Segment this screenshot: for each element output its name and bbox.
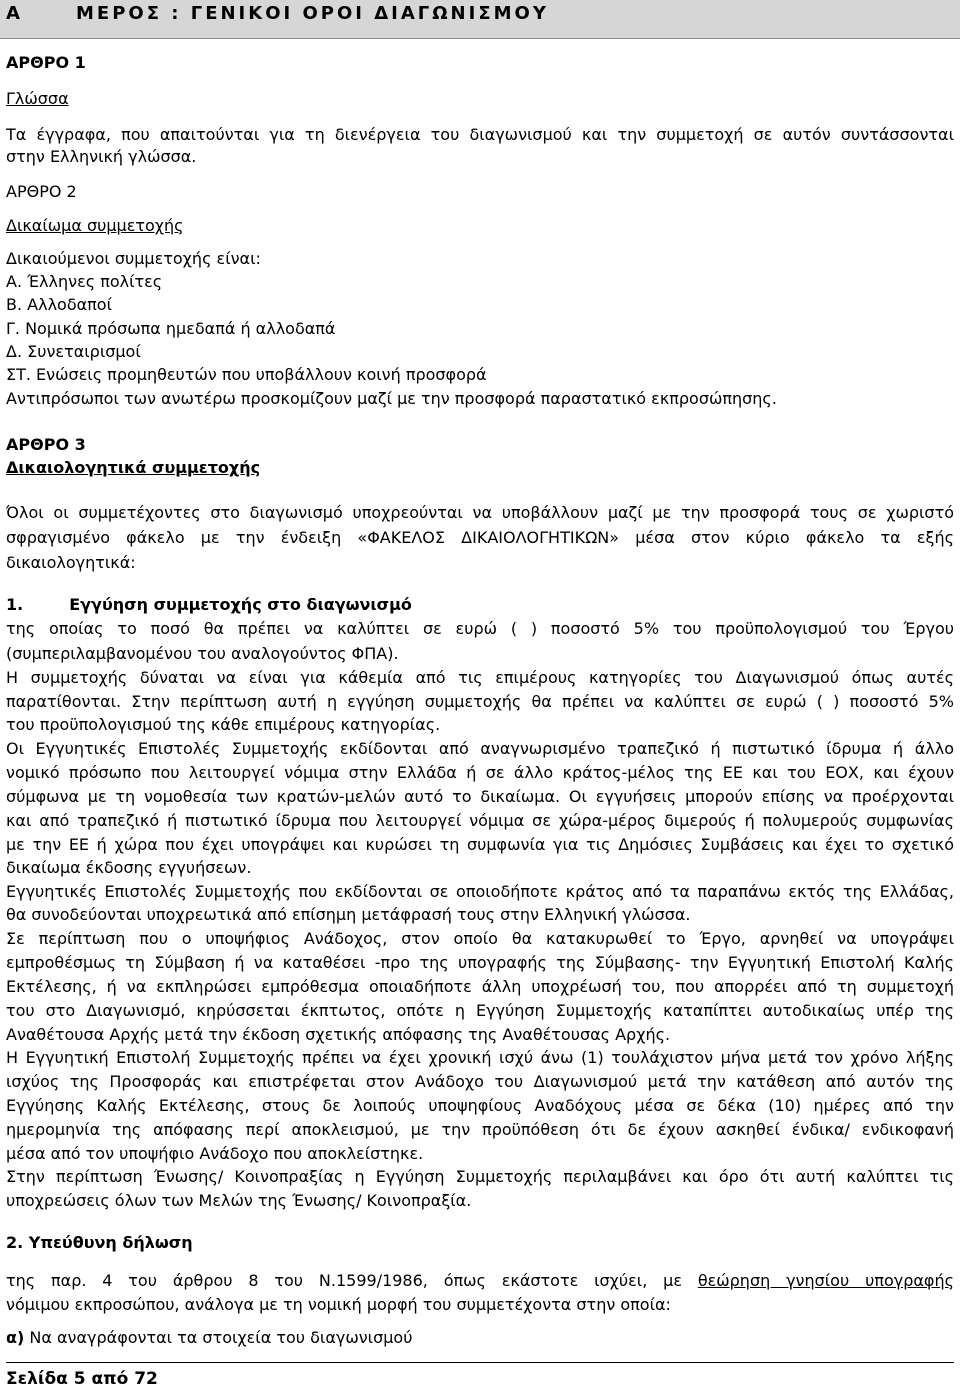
article-1-heading: ΑΡΘΡΟ 1 <box>6 53 86 72</box>
item-1-line: και από τραπεζικό ή πιστωτικό ίδρυμα που λειτουργεί νόμιμα σε χώρα-μέρος διμερούς ή πολυμερούς συμφωνίας <box>6 811 954 830</box>
article-2-heading: ΑΡΘΡΟ 2 <box>6 182 77 201</box>
article-1-line: Τα έγγραφα, που απαιτούνται για τη διενέργεια του διαγωνισμού και την συμμετοχή σε αυτόν συντάσσονται <box>6 125 954 144</box>
article-2-item: Α. Έλληνες πολίτες <box>6 272 163 291</box>
item-1-line: Η συμμετοχής δύναται να είναι για κάθεμία από τις επιμέρους κατηγορίες του Διαγωνισμού όπως αυτές <box>6 668 954 687</box>
subitem-text: Να αναγράφονται τα στοιχεία του διαγωνισμού <box>24 1328 413 1347</box>
item-1-line: μέσα από τον υποψήφιο Ανάδοχο που αποκλείστηκε. <box>6 1144 424 1163</box>
article-3-subtitle: Δικαιολογητικά συμμετοχής <box>6 458 261 477</box>
article-2-subtitle: Δικαίωμα συμμετοχής <box>6 216 184 235</box>
article-2-item: Αντιπρόσωποι των ανωτέρω προσκομίζουν μαζί με την προσφορά παραστατικό εκπροσώπησης. <box>6 389 777 408</box>
item-1-line: του στο Διαγωνισμό, κηρύσσεται έκπτωτος, οπότε η Εγγύηση Συμμετοχής καταπίπτει αυτοδικαίως υπέρ της <box>6 1001 954 1020</box>
item-2-subitem <box>6 1327 954 1349</box>
item-1-line: ημερομηνία της απόφασης περί αποκλεισμού, με την προϋπόθεση ότι δε έχουν ασκηθεί ένδικα/ ενδικοφανή <box>6 1120 954 1139</box>
item-1-heading <box>6 594 954 616</box>
article-1-line: στην Ελληνική γλώσσα. <box>6 147 197 166</box>
article-2-item: ΣΤ. Ενώσεις προμηθευτών που υποβάλλουν κοινή προσφορά <box>6 365 487 384</box>
item-1-line: δικαίωμα έκδοσης εγγυήσεων. <box>6 858 252 877</box>
article-3-intro-line: Όλοι οι συμμετέχοντες στο διαγωνισμό υποχρεούνται να υποβάλλουν μαζί με την προσφορά τους σε χωριστό <box>6 503 954 522</box>
item-1-line: της οποίας το ποσό θα πρέπει να καλύπτει σε ευρώ ( ) ποσοστό 5% του προϋπολογισμού του Έργου <box>6 619 954 638</box>
item-2-line-text: της παρ. 4 του άρθρου 8 του Ν.1599/1986, όπως εκάστοτε ισχύει, με <box>6 1271 698 1290</box>
article-2-item: Γ. Νομικά πρόσωπα ημεδαπά ή αλλοδαπά <box>6 319 336 338</box>
item-1-line: Εγγυητικές Επιστολές Συμμετοχής που εκδίδονται σε οποιοδήποτε κράτος από τα παραπάνω εκτός της Ελλάδας, <box>6 882 954 901</box>
item-1-line: νομικό πρόσωπο που λειτουργεί νόμιμα στην Ελλάδα ή σε άλλο κράτος-μέλος της ΕΕ και του ΕΟΧ, και έχουν <box>6 763 954 782</box>
item-1-line: θα συνοδεύονται υποχρεωτικά από επίσημη μετάφρασή τους στην Ελληνική γλώσσα. <box>6 905 691 924</box>
item-1-line: Αναθέτουσα Αρχής μετά την έκδοση σχετικής απόφασης της Αναθέτουσας Αρχής. <box>6 1025 671 1044</box>
item-1-line: Οι Εγγυητικές Επιστολές Συμμετοχής εκδίδονται από αναγνωρισμένο τραπεζικό ή πιστωτικό ίδρυμα ή άλλο <box>6 739 954 758</box>
item-1-line: Η Εγγυητική Επιστολή Συμμετοχής πρέπει να έχει χρονική ισχύ άνω (1) τουλάχιστον μήνα μετά τον χρόνο λήξης <box>6 1048 954 1067</box>
item-1-line: παρατίθονται. Στην περίπτωση αυτή η εγγύηση συμμετοχής θα πρέπει να καλύπτει σε ευρώ ( ) ποσοστό 5% <box>6 692 954 711</box>
item-2-heading: 2. Υπεύθυνη δήλωση <box>6 1233 193 1252</box>
item-1-line: υποχρεώσεις όλων των Μελών της Ένωσης/ Κοινοπραξία. <box>6 1191 472 1210</box>
item-1-line: Εκτέλεσης, ή να εκπληρώσει εμπρόθεσμα οποιαδήποτε άλλη υποχρέωσή του, που απορρέει από τη συμμετοχή <box>6 977 954 996</box>
item-2-line: νόμιμου εκπροσώπου, ανάλογα με τη νομική μορφή του συμμετέχοντα στην οποία: <box>6 1295 671 1314</box>
article-2-item: Β. Αλλοδαποί <box>6 295 112 314</box>
item-1-title: Εγγύηση συμμετοχής στο διαγωνισμό <box>69 595 412 614</box>
item-1-line: ισχύος της Προσφοράς και επιστρέφεται στον Ανάδοχο του Διαγωνισμού μετά την κατάθεση από αυτόν της <box>6 1072 954 1091</box>
item-1-line: Σε περίπτωση που ο υποψήφιος Ανάδοχος, στον οποίο θα κατακυρωθεί το Έργο, αρνηθεί να υπογράψει <box>6 929 954 948</box>
subitem-label: α) <box>6 1328 25 1347</box>
part-header-band <box>0 0 960 39</box>
item-1-line: Στην περίπτωση Ένωσης/ Κοινοπραξίας η Εγγύηση Συμμετοχής περιλαμβάνει και όρο ότι αυτή καλύπτει τις <box>6 1167 954 1186</box>
item-1-line: (συμπεριλαμβανομένου του αναλογούντος ΦΠΑ). <box>6 644 399 663</box>
article-3-intro-line: σφραγισμένο φάκελο με την ένδειξη «ΦΑΚΕΛΟΣ ΔΙΚΑΙΟΛΟΓΗΤΙΚΩΝ» μέσα στον κύριο φάκελο τα εξής <box>6 528 954 547</box>
item-1-line: με την ΕΕ ή χώρα που έχει υπογράψει και κυρώσει τη συμφωνία για τις Δημόσιες Συμβάσεις και έχει το σχετικό <box>6 835 954 854</box>
page-number: Σελίδα 5 από 72 <box>6 1369 158 1389</box>
footer-rule <box>6 1362 954 1363</box>
item-1-line: εμπροθέσμως τη Σύμβαση ή να καταθέσει -προ της υπογραφής της Σύμβασης- την Εγγυητική Επιστολή Καλής <box>6 953 954 972</box>
article-2-intro: Δικαιούμενοι συμμετοχής είναι: <box>6 249 261 268</box>
article-3-intro-line: δικαιολογητικά: <box>6 553 136 572</box>
item-2-line <box>6 1270 954 1292</box>
article-2-item: Δ. Συνεταιρισμοί <box>6 342 141 361</box>
item-1-line: σύμφωνα με τη νομοθεσία των κρατών-μελών αυτό το δικαίωμα. Οι εγγυήσεις μπορούν επίσης να προέρχονται <box>6 787 954 806</box>
item-1-number: 1. <box>6 595 24 614</box>
article-1-subtitle: Γλώσσα <box>6 89 69 108</box>
signature-certification-link: θεώρηση γνησίου υπογραφής <box>697 1271 954 1290</box>
item-1-line: Εγγύησης Καλής Εκτέλεσης, στους δε λοιπούς υποψηφίους Αναδόχους μέσα σε δέκα (10) ημέρες από την <box>6 1096 954 1115</box>
part-title: ΜΕΡΟΣ : ΓΕΝΙΚΟΙ ΟΡΟΙ ΔΙΑΓΩΝΙΣΜΟΥ <box>76 3 549 24</box>
part-letter: Α <box>6 3 20 24</box>
article-3-heading: ΑΡΘΡΟ 3 <box>6 435 86 454</box>
item-1-line: του προϋπολογισμού της κάθε επιμέρους κατηγορίας. <box>6 715 441 734</box>
